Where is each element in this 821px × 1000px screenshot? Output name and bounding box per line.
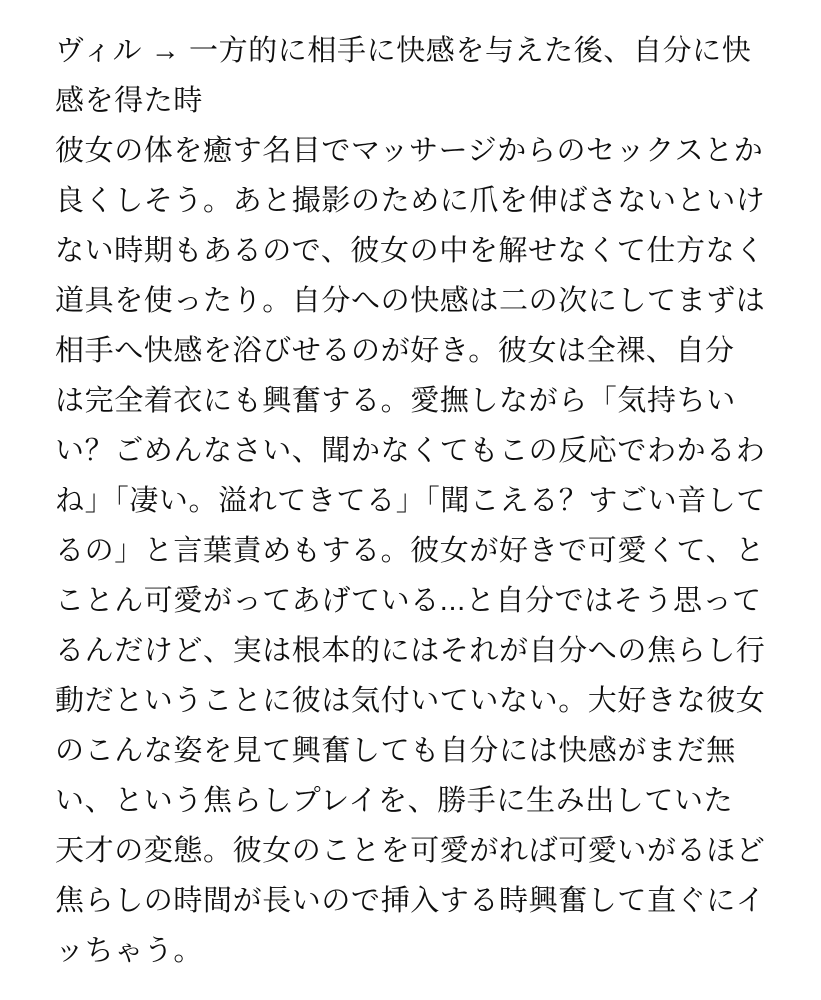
text-line-3: 彼女の体を癒す名目でマッサージからのセックスとか <box>55 135 764 167</box>
text-line-2: 感を得た時 <box>55 85 204 117</box>
text-line-15: のこんな姿を見て興奮しても自分には快感がまだ無 <box>55 735 736 767</box>
text-line-13: るんだけど、実は根本的にはそれが自分への焦らし行 <box>55 635 766 667</box>
text-line-4: 良くしそう。あと撮影のために爪を伸ばさないといけ <box>55 185 766 217</box>
text-line-12: ことん可愛がってあげている...と自分ではそう思って <box>55 585 762 617</box>
text-line-10: ね」「凄い。溢れてきてる」「聞こえる？すごい音して <box>55 485 767 517</box>
text-line-14: 動だということに彼は気付いていない。大好きな彼女 <box>55 685 766 717</box>
text-line-7: 相手へ快感を浴びせるのが好き。彼女は全裸、自分 <box>55 335 735 367</box>
text-line-9: い？ごめんなさい、聞かなくてもこの反応でわかるわ <box>55 435 766 467</box>
text-line-17: 天才の変態。彼女のことを可愛がれば可愛いがるほど <box>55 835 766 867</box>
text-line-16: い、という焦らしプレイを、勝手に生み出していた <box>55 785 734 817</box>
text-line-18: 焦らしの時間が長いので挿入する時興奮して直ぐにイ <box>55 885 766 917</box>
text-line-5: ない時期もあるので、彼女の中を解せなくて仕方なく <box>55 235 765 267</box>
text-line-8: は完全着衣にも興奮する。愛撫しながら「気持ちい <box>55 385 736 417</box>
text-line-1: ヴィル → 一方的に相手に快感を与えた後、自分に快 <box>55 35 752 67</box>
text-line-19: ッちゃう。 <box>55 935 204 967</box>
text-content <box>55 26 785 976</box>
text-line-11: るの」と言葉責めもする。彼女が好きで可愛くて、と <box>55 535 765 567</box>
text-line-6: 道具を使ったり。自分への快感は二の次にしてまずは <box>55 285 766 317</box>
